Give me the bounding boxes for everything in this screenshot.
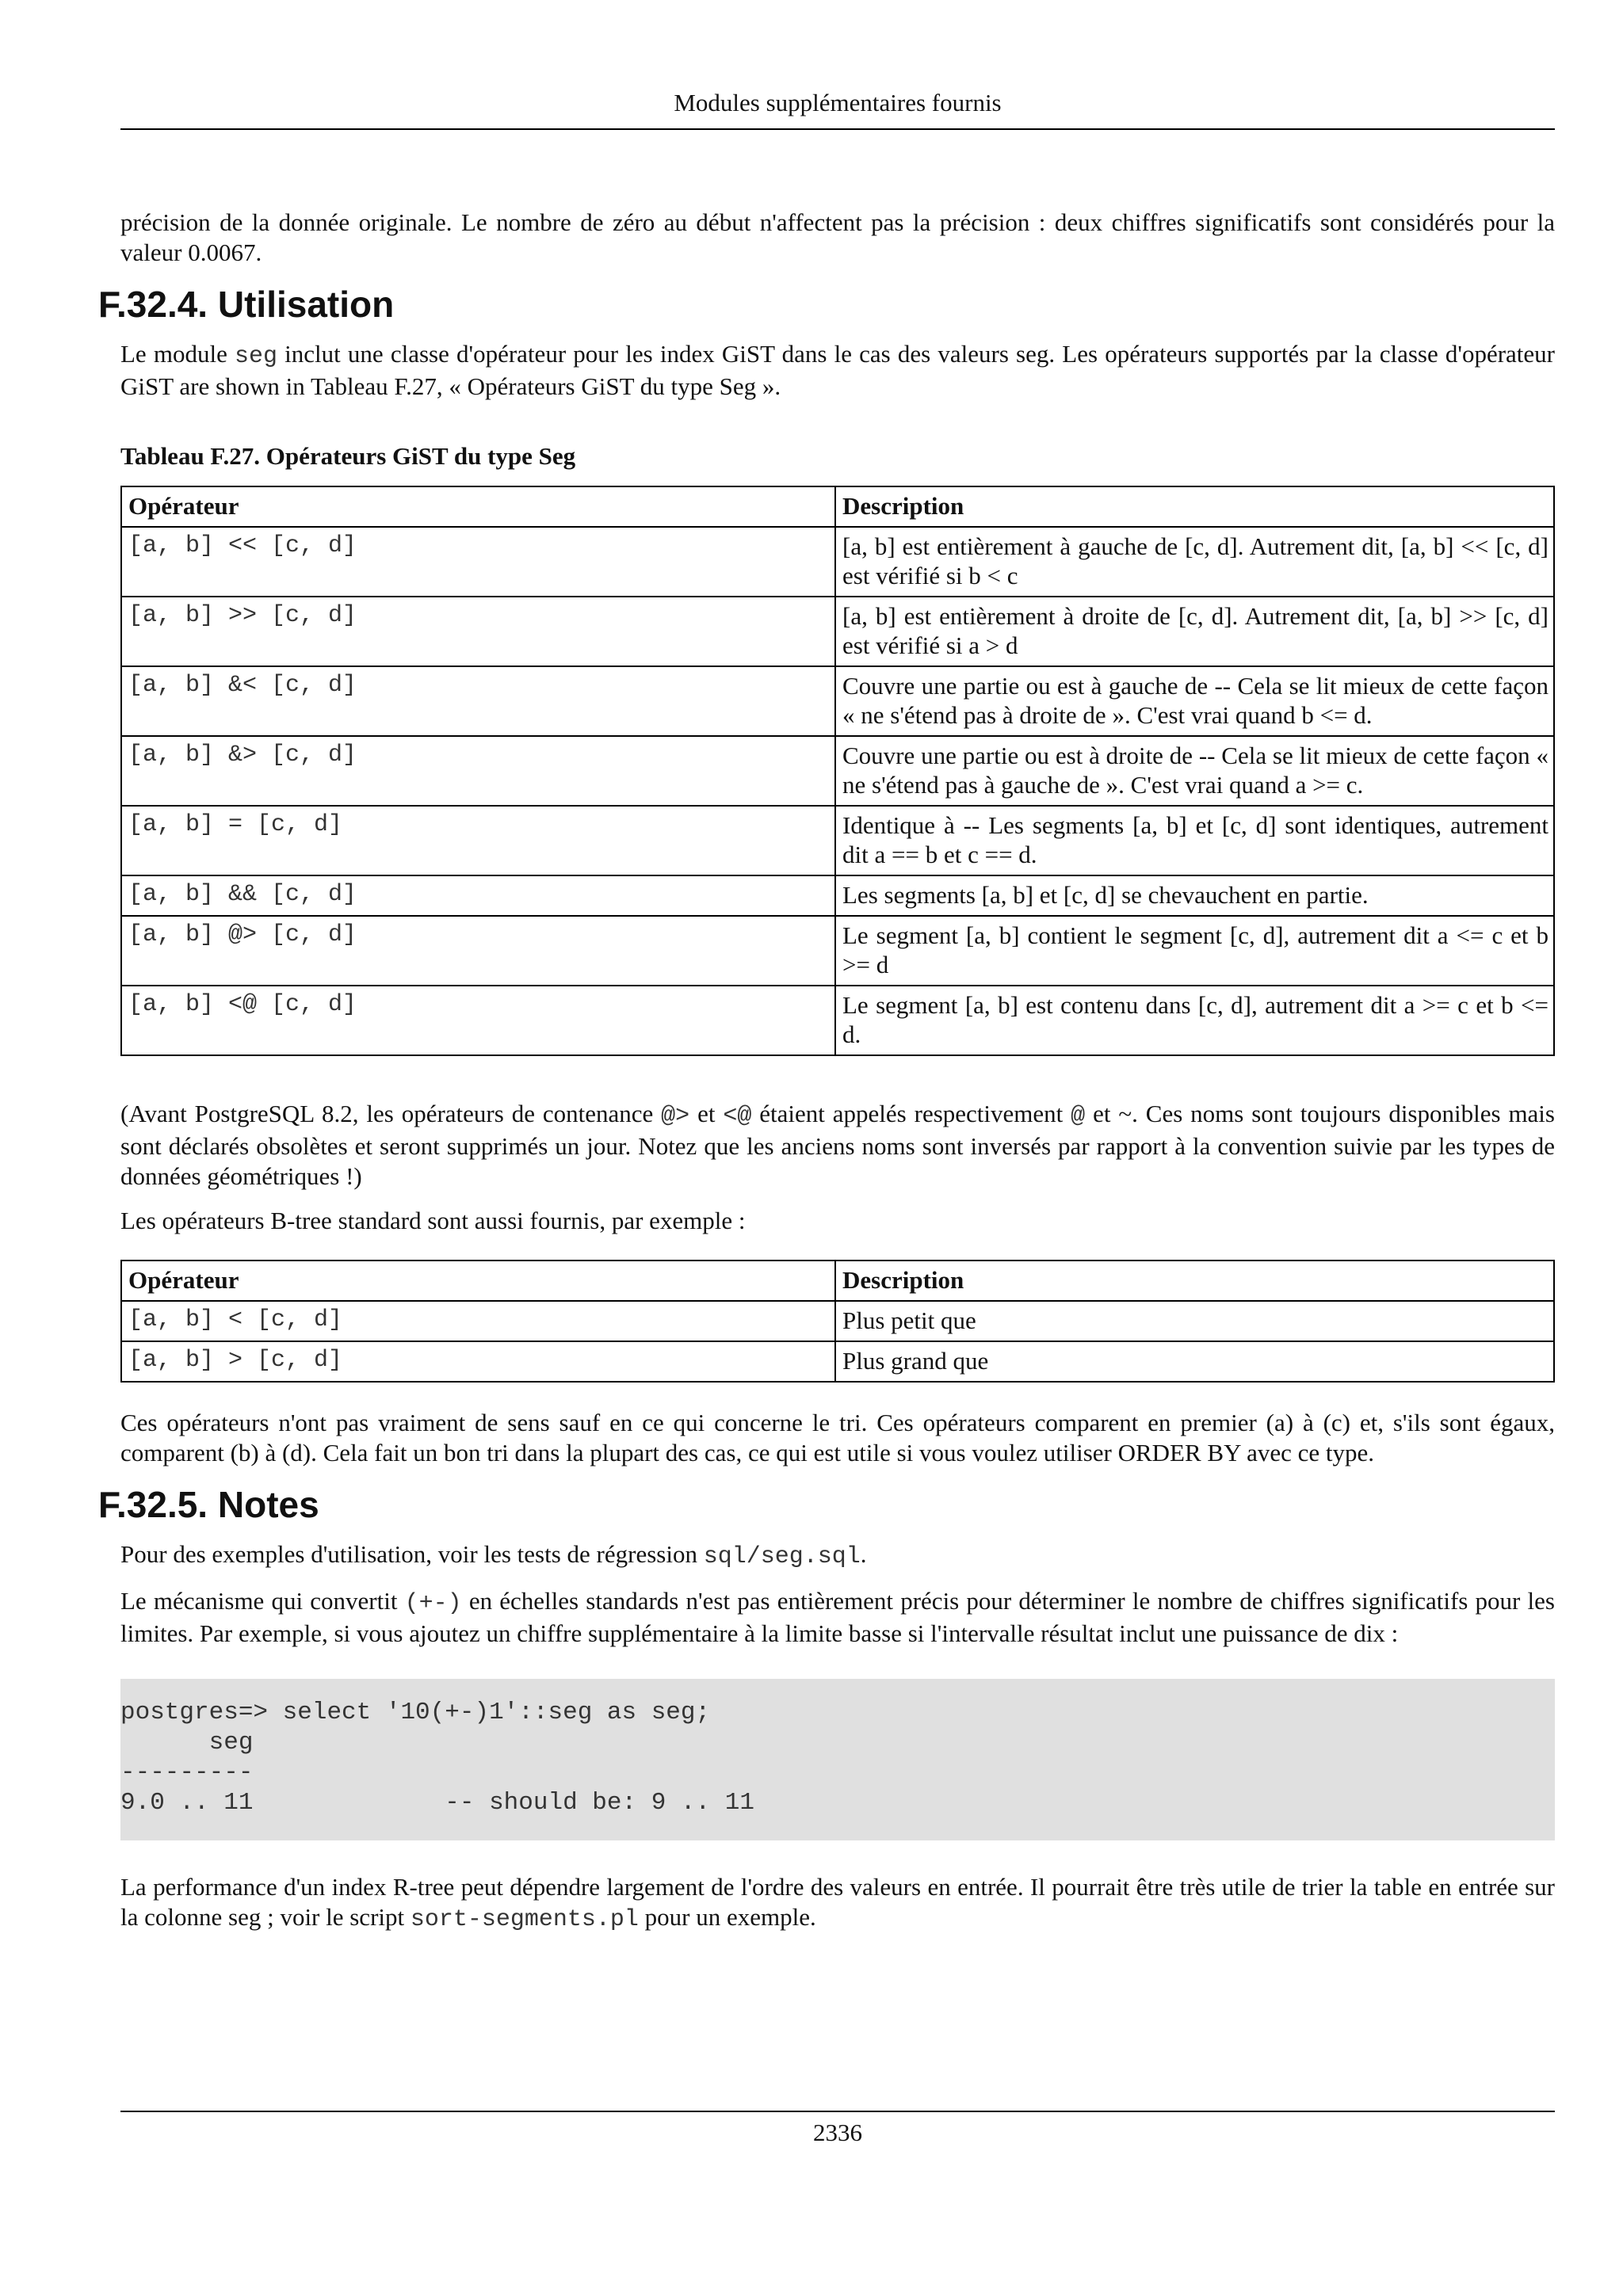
operator-cell: [a, b] >> [c, d]	[121, 597, 835, 666]
column-header-operator: Opérateur	[121, 486, 835, 527]
column-header-description: Description	[835, 1261, 1554, 1301]
description-cell: Le segment [a, b] est contenu dans [c, d], autrement dit a >= c et b <= d.	[835, 986, 1554, 1055]
table-row	[121, 806, 1554, 875]
operator-cell: [a, b] << [c, d]	[121, 527, 835, 597]
operator-cell: [a, b] > [c, d]	[121, 1341, 835, 1382]
btree-explanation: Ces opérateurs n'ont pas vraiment de sens sauf en ce qui concerne le tri. Ces opérateurs comparent en premier (a) à (c) et, s'ils sont égaux, comparent (b) à (d). Cela fait un bon tri dans la plupart des cas, ce qui est utile si vous voulez utiliser ORDER BY avec ce type.	[120, 1409, 1555, 1466]
description-cell: [a, b] est entièrement à gauche de [c, d]. Autrement dit, [a, b] << [c, d] est vérifié si b < c	[835, 527, 1554, 597]
table-row	[121, 736, 1554, 806]
table-row	[121, 1301, 1554, 1341]
description-cell: Plus grand que	[835, 1341, 1554, 1382]
notes-paragraph-1: Pour des exemples d'utilisation, voir les tests de régression sql/seg.sql.	[120, 1540, 867, 1570]
table-row	[121, 875, 1554, 916]
operator-cell: [a, b] &> [c, d]	[121, 736, 835, 806]
section-heading-usage: F.32.4. Utilisation	[98, 284, 395, 325]
operator-cell: [a, b] = [c, d]	[121, 806, 835, 875]
description-cell: [a, b] est entièrement à droite de [c, d]. Autrement dit, [a, b] >> [c, d] est vérifié si a > d	[835, 597, 1554, 666]
table-row	[121, 1341, 1554, 1382]
section-heading-notes: F.32.5. Notes	[98, 1484, 319, 1525]
table-row	[121, 527, 1554, 597]
table-header-row	[121, 486, 1554, 527]
table-caption: Tableau F.27. Opérateurs GiST du type Seg	[120, 442, 576, 470]
footer-rule	[120, 2111, 1555, 2112]
running-header: Modules supplémentaires fournis	[674, 89, 1002, 116]
column-header-operator: Opérateur	[121, 1261, 835, 1301]
usage-paragraph: Le module seg inclut une classe d'opérateur pour les index GiST dans le cas des valeurs seg. Les opérateurs supportés par la classe d'opérateur GiST are shown in Tableau F.27, « Opérateurs GiST du type Seg ».	[120, 340, 1556, 400]
btree-intro: Les opérateurs B-tree standard sont aussi fournis, par exemple :	[120, 1207, 746, 1234]
header-rule	[120, 128, 1555, 130]
inline-code-regression-file: sql/seg.sql	[703, 1543, 861, 1570]
inline-code-plusminus: (+-)	[404, 1590, 462, 1617]
operator-cell: [a, b] @> [c, d]	[121, 916, 835, 986]
operator-cell: [a, b] <@ [c, d]	[121, 986, 835, 1055]
inline-code-seg: seg	[235, 343, 278, 370]
page-number: 2336	[813, 2119, 862, 2146]
legacy-operators-note: (Avant PostgreSQL 8.2, les opérateurs de contenance @> et <@ étaient appelés respectivement @ et ~. Ces noms sont toujours disponibles mais sont déclarés obsolètes et seront supprimés un jour. Notez que les anciens noms sont inversés par rapport à la convention suivie par les types de données géométriques !)	[120, 1100, 1555, 1190]
description-cell: Le segment [a, b] contient le segment [c, d], autrement dit a <= c et b >= d	[835, 916, 1554, 986]
description-cell: Identique à -- Les segments [a, b] et [c, d] sont identiques, autrement dit a == b et c == d.	[835, 806, 1554, 875]
description-cell: Les segments [a, b] et [c, d] se chevauchent en partie.	[835, 875, 1554, 916]
table-header-row	[121, 1261, 1554, 1301]
operator-cell: [a, b] &< [c, d]	[121, 666, 835, 736]
page-content	[98, 208, 1556, 1949]
table-row	[121, 666, 1554, 736]
table-row	[121, 986, 1554, 1055]
table-row	[121, 916, 1554, 986]
operator-cell: [a, b] < [c, d]	[121, 1301, 835, 1341]
notes-paragraph-3: La performance d'un index R-tree peut dépendre largement de l'ordre des valeurs en entrée. Il pourrait être très utile de trier la table en entrée sur la colonne seg ; voir le script sort-segments.pl pour un exemple.	[120, 1873, 1555, 1933]
description-cell: Plus petit que	[835, 1301, 1554, 1341]
notes-paragraph-2: Le mécanisme qui convertit (+-) en échelles standards n'est pas entièrement précis pour déterminer le nombre de chiffres significatifs pour les limites. Par exemple, si vous ajoutez un chiffre supplémentaire à la limite basse si l'intervalle résultat inclut une puissance de dix :	[120, 1587, 1555, 1647]
description-cell: Couvre une partie ou est à droite de -- Cela se lit mieux de cette façon « ne s'étend pas à gauche de ». C'est vrai quand a >= c.	[835, 736, 1554, 806]
btree-operators-table	[120, 1260, 1555, 1383]
code-example-block: postgres=> select '10(+-)1'::seg as seg; seg --------- 9.0 .. 11 -- should be: 9 .. 11	[120, 1679, 1555, 1840]
table-row	[121, 597, 1554, 666]
column-header-description: Description	[835, 486, 1554, 527]
operator-cell: [a, b] && [c, d]	[121, 875, 835, 916]
inline-code-script: sort-segments.pl	[410, 1906, 639, 1933]
intro-paragraph: précision de la donnée originale. Le nombre de zéro au début n'affectent pas la précision : deux chiffres significatifs sont considérés pour la valeur 0.0067.	[120, 208, 1555, 266]
description-cell: Couvre une partie ou est à gauche de -- Cela se lit mieux de cette façon « ne s'étend pas à droite de ». C'est vrai quand b <= d.	[835, 666, 1554, 736]
gist-operators-table	[120, 486, 1555, 1056]
